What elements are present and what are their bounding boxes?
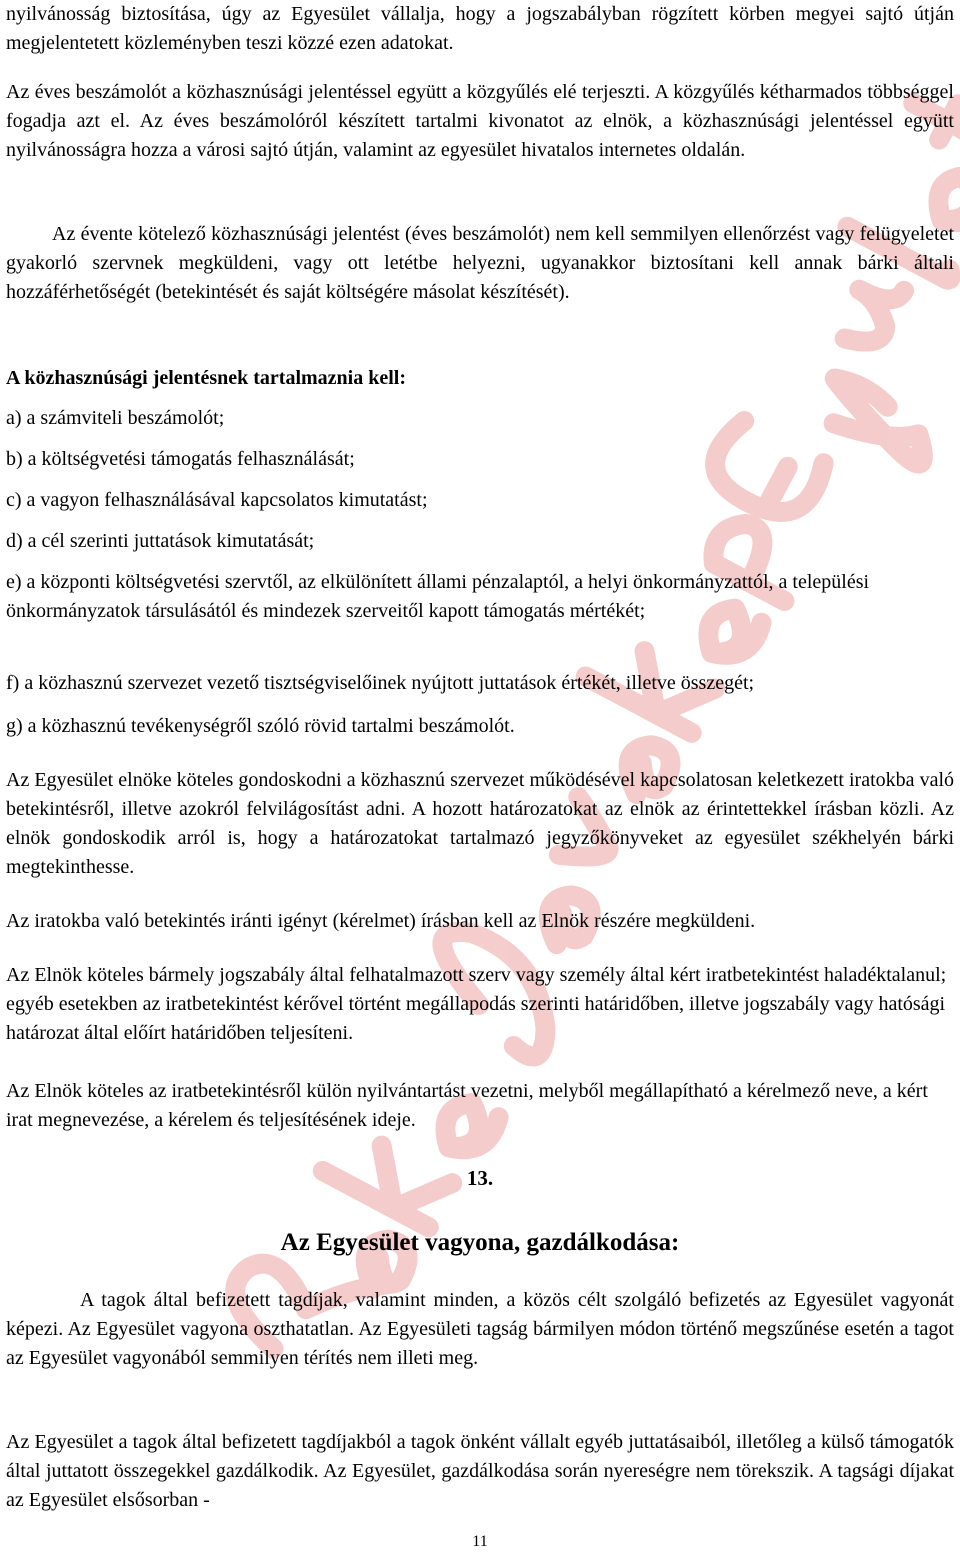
page-number: 11 — [472, 1533, 488, 1550]
list-item-b: b) a költségvetési támogatás felhasználását; — [6, 448, 355, 470]
section-title: Az Egyesület vagyona, gazdálkodása: — [280, 1229, 680, 1256]
paragraph-president-duties: Az Egyesület elnöke köteles gondoskodni a közhasznú szervezet működésével kapcsolatosan keletkezett iratokba való betekintésről, illetve azokról felvilágosítást adni. A hozott határozatokat az elnök az érintettekkel írásban közli. Az elnök gondoskodik arról is, hogy a határozatokat tartalmazó jegyzőkönyveket az egyesület székhelyén bárki megtekinthesse. — [6, 769, 954, 878]
paragraph-management: Az Egyesület a tagok által befizetett tagdíjakból a tagok önként vállalt egyéb juttatásaiból, illetőleg a külső támogatók által juttatott összegekkel gazdálkodik. Az Egyesület, gazdálkodása során nyereségre nem törekszik. A tagsági díjakat az Egyesület elsősorban - — [6, 1431, 954, 1511]
paragraph-document-request: Az iratokba való betekintés iránti igényt (kérelmet) írásban kell az Elnök részére megküldeni. — [6, 910, 756, 932]
list-title: A közhasznúsági jelentésnek tartalmaznia kell: — [6, 367, 406, 389]
document-page — [6, 0, 954, 1552]
paragraph-register: Az Elnök köteles az iratbetekintésről külön nyilvántartást vezetni, melyből megállapítható a kérelmező neve, a kért irat megnevezése, a kérelem és teljesítésének ideje. — [6, 1080, 928, 1131]
list-item-f: f) a közhasznú szervezet vezető tisztségviselőinek nyújtott juttatások értékét, illetve összegét; — [6, 672, 755, 694]
paragraph-inspection: Az Elnök köteles bármely jogszabály által felhatalmazott szerv vagy személy által kért iratbetekintést haladéktalanul; egyéb esetekben az iratbetekintést kérővel történt megállapodás szerinti határidőben, illetve jogszabály vagy hatósági határozat által előírt határidőben teljesíteni. — [6, 964, 947, 1044]
list-item-a: a) a számviteli beszámolót; — [6, 407, 225, 429]
paragraph-mandatory-report: Az évente kötelező közhasznúsági jelentést (éves beszámolót) nem kell semmilyen ellenőrzést vagy felügyeletet gyakorló szervnek megküldeni, vagy ott letétbe helyezni, ugyanakkor biztosítani kell annak bárki általi hozzáférhetőségét (betekintését és saját költségére másolat készítését). — [6, 223, 954, 303]
list-item-g: g) a közhasznú tevékenységről szóló rövid tartalmi beszámolót. — [6, 715, 515, 737]
list-item-e: e) a központi költségvetési szervtől, az elkülönített állami pénzalaptól, a helyi önkormányzattól, a települési önkormányzatok társulásától és mindezek szerveitől kapott támogatás mértékét; — [6, 571, 870, 622]
list-item-d: d) a cél szerinti juttatások kimutatását; — [6, 530, 315, 552]
section-number: 13. — [466, 1166, 494, 1190]
paragraph-publicity: nyilvánosság biztosítása, úgy az Egyesület vállalja, hogy a jogszabályban rögzített körben megyei sajtó útján megjelentetett közleményben teszi közzé ezen adatokat. — [6, 3, 954, 54]
paragraph-assets: A tagok által befizetett tagdíjak, valamint minden, a közös célt szolgáló befizetés az Egyesület vagyonát képezi. Az Egyesület vagyona oszthatatlan. Az Egyesületi tagság bármilyen módon történő megszűnése esetén a tagot az Egyesület vagyonából semmilyen térítés nem illeti meg. — [6, 1289, 954, 1369]
paragraph-annual-report: Az éves beszámolót a közhasznúsági jelentéssel együtt a közgyűlés elé terjeszti. A közgyűlés kétharmados többséggel fogadja azt el. Az éves beszámolóról készített tartalmi kivonatot az elnök, a közhasznúsági jelentéssel együtt nyilvánosságra hozza a városi sajtó útján, valamint az egyesület hivatalos internetes oldalán. — [6, 81, 954, 161]
list-item-c: c) a vagyon felhasználásával kapcsolatos kimutatást; — [6, 489, 428, 511]
